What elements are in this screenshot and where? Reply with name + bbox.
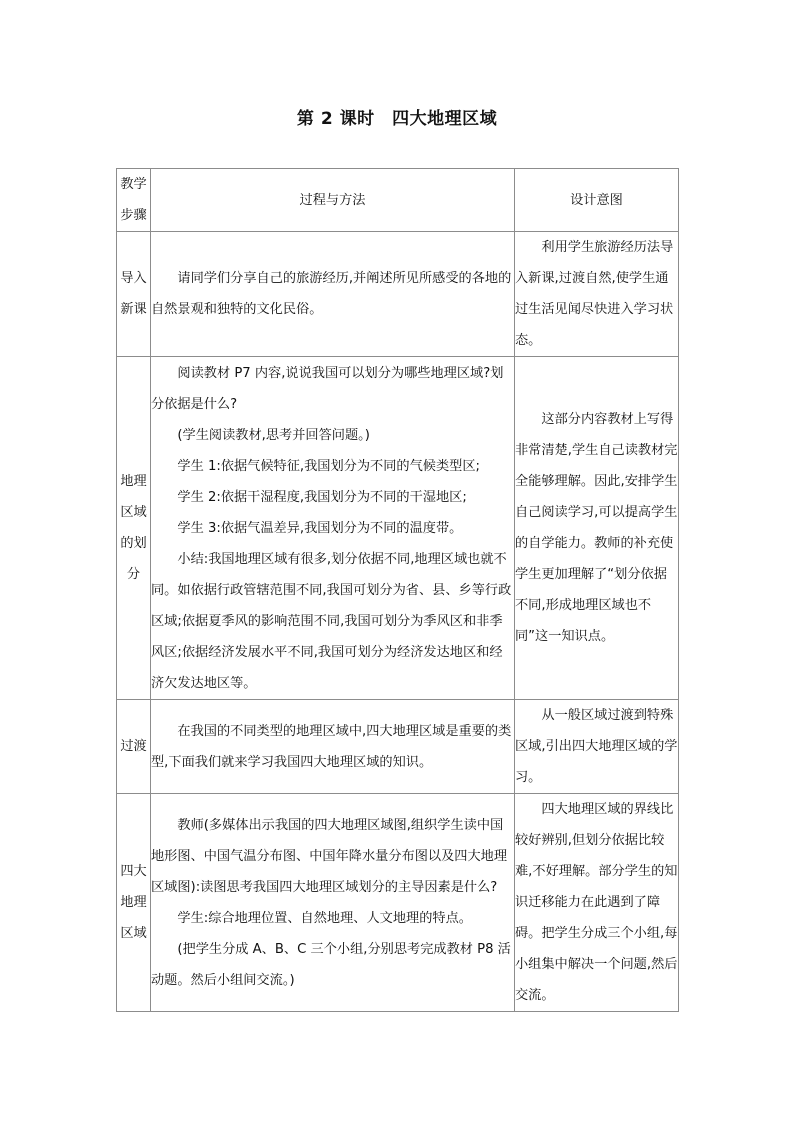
header-process: 过程与方法 xyxy=(151,169,515,232)
row-step: 四大 地理 区域 xyxy=(117,794,151,1012)
row-step: 地理 区域 的划 分 xyxy=(117,357,151,700)
row-process: 教师(多媒体出示我国的四大地理区域图,组织学生读中国地形图、中国气温分布图、中国年降水量分布图以及四大地理区域图):读图思考我国四大地理区域划分的主导因素是什么? 学生:综合地理位置、自然地理、人文地理的特点。 (把学生分成 A、B、C 三个小组,分别思考完成教材 P8 活动题。然后小组间交流。) xyxy=(151,794,515,1012)
table-row xyxy=(117,232,679,357)
row-step: 导入 新课 xyxy=(117,232,151,357)
row-step: 过渡 xyxy=(117,700,151,794)
lesson-plan-table xyxy=(116,168,679,1012)
row-intent: 四大地理区域的界线比较好辨别,但划分依据比较难,不好理解。部分学生的知识迁移能力在此遇到了障碍。把学生分成三个小组,每小组集中解决一个问题,然后交流。 xyxy=(515,794,679,1012)
header-intent: 设计意图 xyxy=(515,169,679,232)
row-process: 阅读教材 P7 内容,说说我国可以划分为哪些地理区域?划分依据是什么? (学生阅读教材,思考并回答问题。) 学生 1:依据气候特征,我国划分为不同的气候类型区; 学生 2:依据干湿程度,我国划分为不同的干湿地区; 学生 3:依据气温差异,我国划分为不同的温度带。 小结:我国地理区域有很多,划分依据不同,地理区域也就不同。如依据行政管辖范围不同,我国可划分为省、县、乡等行政区域;依据夏季风的影响范围不同,我国可划分为季风区和非季风区;依据经济发展水平不同,我国可划分为经济发达地区和经济欠发达地区等。 xyxy=(151,357,515,700)
table-row xyxy=(117,794,679,1012)
header-step: 教学 步骤 xyxy=(117,169,151,232)
table-header-row xyxy=(117,169,679,232)
table-row xyxy=(117,357,679,700)
row-intent: 利用学生旅游经历法导入新课,过渡自然,使学生通过生活见闻尽快进入学习状态。 xyxy=(515,232,679,357)
table-row xyxy=(117,700,679,794)
row-process: 请同学们分享自己的旅游经历,并阐述所见所感受的各地的自然景观和独特的文化民俗。 xyxy=(151,232,515,357)
row-process: 在我国的不同类型的地理区域中,四大地理区域是重要的类型,下面我们就来学习我国四大地理区域的知识。 xyxy=(151,700,515,794)
page-title: 第 2 课时 四大地理区域 xyxy=(296,109,498,129)
row-intent: 这部分内容教材上写得非常清楚,学生自己读教材完全能够理解。因此,安排学生自己阅读学习,可以提高学生的自学能力。教师的补充使学生更加理解了“划分依据不同,形成地理区域也不同”这一知识点。 xyxy=(515,357,679,700)
row-intent: 从一般区域过渡到特殊区域,引出四大地理区域的学习。 xyxy=(515,700,679,794)
